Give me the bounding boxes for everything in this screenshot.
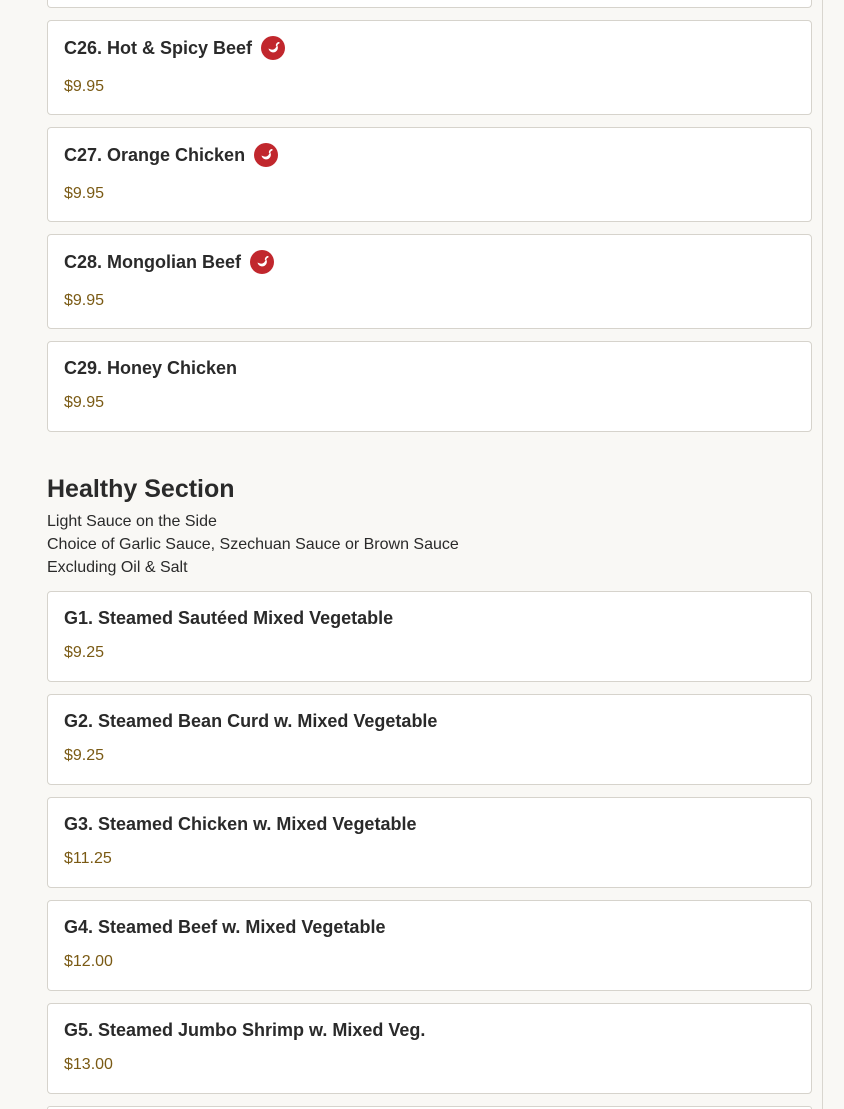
menu-item-card[interactable] bbox=[47, 797, 812, 888]
menu-item-price: $9.95 bbox=[64, 394, 105, 411]
menu-item-card[interactable] bbox=[47, 694, 812, 785]
section-title: Healthy Section bbox=[47, 475, 235, 503]
menu-item-price: $9.95 bbox=[64, 292, 105, 309]
menu-item-card[interactable] bbox=[47, 591, 812, 682]
menu-item-price: $9.95 bbox=[64, 185, 105, 202]
healthy-section-header bbox=[47, 444, 812, 591]
section-description bbox=[47, 510, 812, 579]
menu-item-card[interactable] bbox=[47, 127, 812, 222]
section-description-line: Excluding Oil & Salt bbox=[47, 559, 188, 576]
menu-item-price: $9.25 bbox=[64, 747, 105, 764]
menu-item-name: C28. Mongolian Beef bbox=[64, 251, 242, 272]
menu-item-card[interactable] bbox=[47, 341, 812, 432]
menu-item-price: $11.25 bbox=[64, 850, 112, 867]
menu-item-price: $12.00 bbox=[64, 953, 113, 970]
menu-item-title-row bbox=[64, 358, 237, 378]
menu-item-name: G4. Steamed Beef w. Mixed Vegetable bbox=[64, 916, 386, 937]
menu-item-title-row bbox=[64, 814, 416, 834]
menu-item-name: G5. Steamed Jumbo Shrimp w. Mixed Veg. bbox=[64, 1019, 426, 1040]
menu-item-title-row bbox=[64, 38, 285, 58]
menu-item-card[interactable] bbox=[47, 234, 812, 329]
section-description-line: Light Sauce on the Side bbox=[47, 513, 217, 530]
menu-item-title-row bbox=[64, 711, 437, 731]
menu-item-name: G1. Steamed Sautéed Mixed Vegetable bbox=[64, 607, 394, 628]
spicy-pepper-icon bbox=[261, 36, 285, 60]
menu-item-title-row bbox=[64, 145, 278, 165]
menu-item-name: C29. Honey Chicken bbox=[64, 357, 238, 378]
menu-page bbox=[47, 0, 812, 1109]
menu-item-price: $9.25 bbox=[64, 644, 105, 661]
page-right-border bbox=[822, 0, 823, 1109]
menu-item-name: G2. Steamed Bean Curd w. Mixed Vegetable bbox=[64, 710, 438, 731]
menu-item-name: C26. Hot & Spicy Beef bbox=[64, 37, 253, 58]
menu-item-title-row bbox=[64, 608, 393, 628]
menu-item-card-partial-top[interactable] bbox=[47, 0, 812, 8]
menu-item-title-row bbox=[64, 252, 274, 272]
menu-item-card[interactable] bbox=[47, 1003, 812, 1094]
menu-item-price: $13.00 bbox=[64, 1056, 113, 1073]
menu-item-price: $9.95 bbox=[64, 78, 105, 95]
spicy-pepper-icon bbox=[250, 250, 274, 274]
menu-item-name: G3. Steamed Chicken w. Mixed Vegetable bbox=[64, 813, 417, 834]
menu-item-card[interactable] bbox=[47, 900, 812, 991]
menu-item-title-row bbox=[64, 1020, 425, 1040]
spicy-pepper-icon bbox=[254, 143, 278, 167]
section-description-line: Choice of Garlic Sauce, Szechuan Sauce or Brown Sauce bbox=[47, 536, 459, 553]
menu-item-card[interactable] bbox=[47, 20, 812, 115]
menu-item-name: C27. Orange Chicken bbox=[64, 144, 246, 165]
menu-item-title-row bbox=[64, 917, 385, 937]
